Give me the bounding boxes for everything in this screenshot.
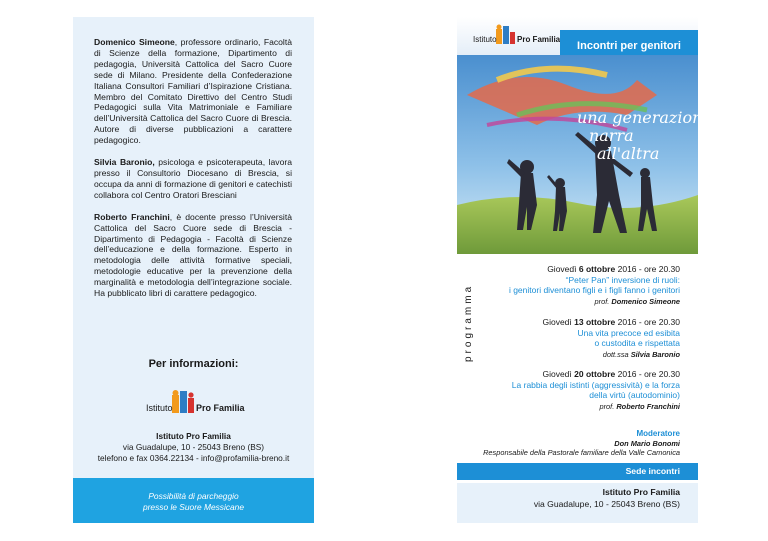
event-day: Giovedì [542,369,572,379]
logo-brand: Pro Familia [196,403,245,413]
bio-name: Silvia Baronio, [94,157,155,168]
org-contact [73,431,314,464]
pro-familia-logo [146,389,246,425]
bios-section [94,37,292,310]
venue-address: via Guadalupe, 10 - 25043 Breno (BS) [533,499,680,509]
bio-franchini [94,212,292,299]
illustration-line-1: una generazione [577,108,712,127]
speaker-title: prof. [599,401,615,411]
event-date: 20 ottobre [574,369,616,379]
event-2 [480,317,680,360]
event-topic-1: La rabbia degli istinti (aggressività) e la forza [511,379,680,390]
header-title: Incontri per genitori [560,30,698,63]
event-topic-2: i genitori diventano figli e i figli fanno i genitori [508,285,680,296]
org-address: via Guadalupe, 10 - 25043 Breno (BS) [122,442,265,452]
speaker-title: prof. [594,296,610,306]
bio-name: Roberto Franchini [94,211,170,222]
parking-box [73,478,314,523]
moderator-label: Moderatore [636,429,680,438]
moderator-role: Responsabile della Pastorale familiare della Valle Camonica [483,448,680,458]
bio-name: Domenico Simeone [94,37,175,47]
speaker-name: Roberto Franchini [616,401,680,411]
parking-line-1: Possibilità di parcheggio [148,491,239,501]
speaker-name: Domenico Simeone [611,296,680,306]
venue-title: Sede incontri [457,463,698,480]
pro-familia-logo [473,24,563,52]
speaker-name: Silvia Baronio [630,349,680,359]
cover-illustration [457,55,712,254]
event-topic-2: della virtù (autodominio) [589,390,680,401]
org-contact-line: telefono e fax 0364.22134 - info@profamilia-breno.it [97,453,290,463]
speaker-title: dott.ssa [602,349,629,359]
logo-brand: Pro Familia [517,35,561,44]
right-panel [457,17,712,523]
left-panel [73,17,314,523]
event-date: 13 ottobre [574,317,616,327]
parking-line-2: presso le Suore Messicane [142,501,244,512]
program-label: programma [463,283,474,362]
illustration-line-3: all'altra [597,144,660,163]
bio-text: , è docente presso l’Università Cattolica del Sacro Cuore sede di Brescia - Dipartimento di Pedagogia - Facoltà di Scienze dell’educazione e della formazione. Esperto in metodologia delle attività formative speciali, metodologie educative per la prevenzione della marginalità e metodologia dell’integrazione sociale. Ha pubblicato libri di carattere pedagogico. [94,211,292,299]
org-name: Istituto Pro Familia [156,431,231,441]
bio-text: psicologa e psicoterapeuta, lavora presso il Consultorio Diocesano di Brescia, si occupa da anni di formazione di genitori e catechisti collabora col Centro Oratori Bresciani [94,157,292,200]
venue-info [457,483,698,523]
event-year-time: 2016 - ore 20.30 [617,317,680,327]
event-year-time: 2016 - ore 20.30 [617,264,680,274]
bio-text: , professore ordinario, Facoltà di Scienze della formazione, Dipartimento di pedagogia, Università Cattolica del Sacro Cuore sede di Milano. Presidente della Confederazione Italiana Consultori Familiari d’Ispirazione Cristiana. Membro del Comitato Direttivo del Centro Studi Pedagogici sulla Vita Matrimoniale e Familiare dell’Università Cattolica del Sacro Cuore di Brescia. Autore di diverse pubblicazioni a carattere pedagogico. [94,37,293,146]
logo-prefix: Istituto [146,403,173,413]
logo-prefix: Istituto [473,35,497,44]
event-topic-1: “Peter Pan” inversione di ruoli: [565,274,680,285]
event-day: Giovedì [547,264,577,274]
event-topic-1: Una vita precoce ed esibita [577,327,680,338]
info-title: Per informazioni: [148,358,239,370]
event-3 [480,369,680,412]
moderator-name: Don Mario Bonomi [614,438,680,448]
bio-simeone [94,37,292,146]
event-day: Giovedì [542,317,572,327]
event-year-time: 2016 - ore 20.30 [617,369,680,379]
venue-name: Istituto Pro Familia [602,487,680,497]
event-topic-2: o custodita e rispettata [594,338,680,349]
bio-baronio [94,157,292,201]
illustration-line-2: narra [589,126,634,145]
event-date: 6 ottobre [578,264,616,274]
moderator-block [460,429,680,458]
event-1 [470,264,680,307]
